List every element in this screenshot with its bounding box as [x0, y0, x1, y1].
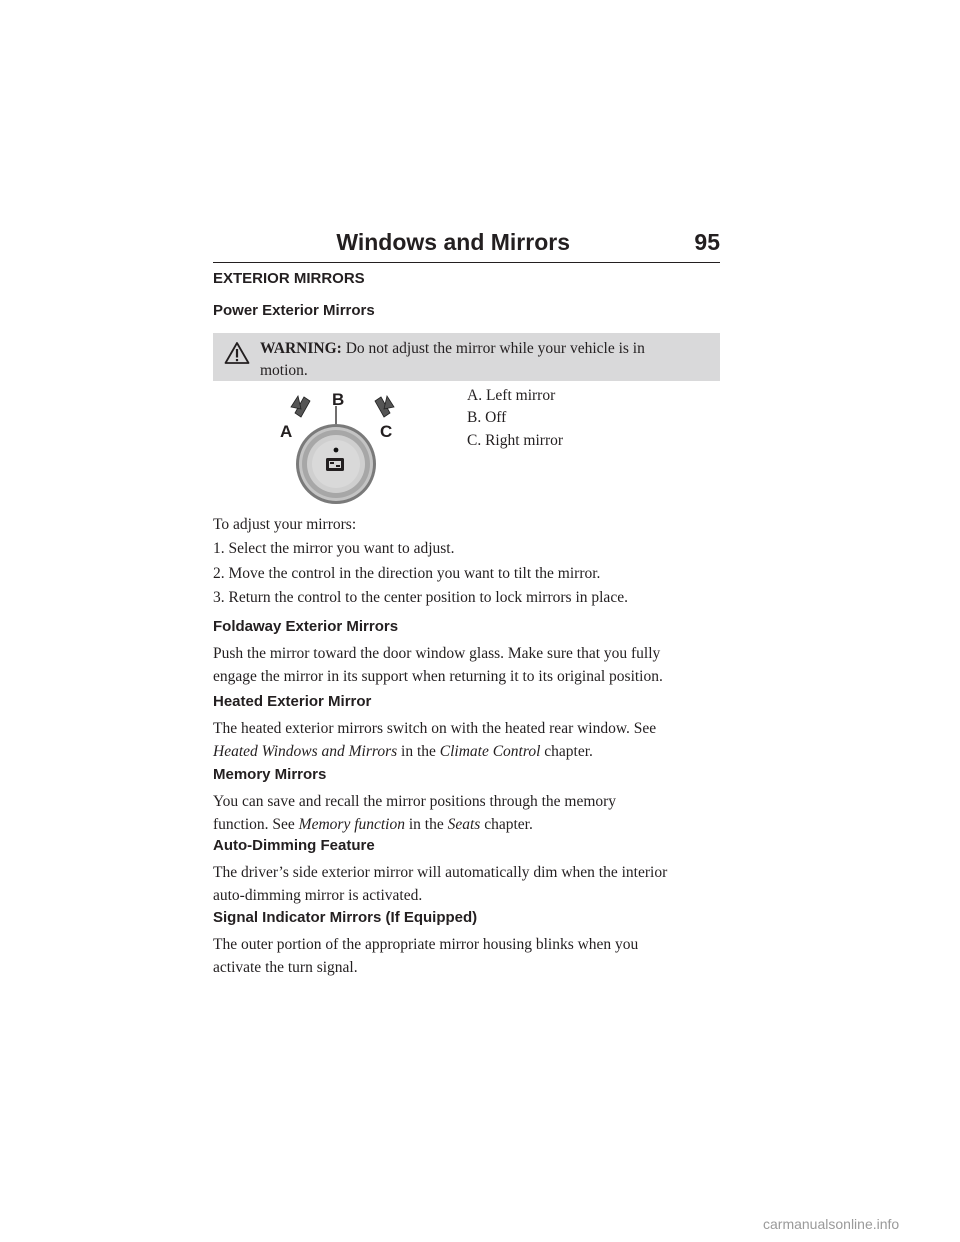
seats-ref: Seats [447, 816, 481, 833]
memory-end-text: chapter. [480, 816, 533, 833]
autodim-line-1: The driver’s side exterior mirror will automatically dim when the interior [213, 864, 668, 881]
section-title: EXTERIOR MIRRORS [213, 270, 365, 287]
figure-label-b: B [332, 390, 345, 409]
autodim-heading: Auto-Dimming Feature [213, 837, 375, 854]
memory-function-ref: Memory function [298, 816, 405, 833]
chapter-title: Windows and Mirrors [336, 229, 570, 255]
memory-mid-text: in the [405, 816, 448, 833]
signal-heading: Signal Indicator Mirrors (If Equipped) [213, 909, 478, 926]
foldaway-heading: Foldaway Exterior Mirrors [213, 618, 399, 635]
heated-heading: Heated Exterior Mirror [213, 693, 372, 710]
legend-item-b: B. Off [467, 409, 507, 426]
left-arrow-icon [291, 396, 310, 417]
signal-line-2: activate the turn signal. [213, 959, 358, 976]
climate-control-ref: Climate Control [439, 743, 541, 760]
step-3: 3. Return the control to the center position to lock mirrors in place. [213, 589, 628, 606]
autodim-line-2: auto-dimming mirror is activated. [213, 887, 423, 904]
heated-windows-ref: Heated Windows and Mirrors [213, 743, 398, 760]
heated-line-1: The heated exterior mirrors switch on with the heated rear window. See [213, 720, 657, 737]
legend-item-a: A. Left mirror [467, 387, 556, 404]
legend-item-c: C. Right mirror [467, 432, 564, 449]
memory-heading: Memory Mirrors [213, 766, 327, 783]
memory-paragraph [213, 790, 733, 836]
figure-label-a: A [280, 422, 293, 441]
signal-paragraph [213, 933, 733, 979]
heated-end-text: chapter. [540, 743, 593, 760]
heated-mid-text: in the [397, 743, 440, 760]
signal-line-1: The outer portion of the appropriate mirror housing blinks when you [213, 936, 639, 953]
page-number: 95 [694, 229, 720, 255]
warning-label: WARNING: [260, 340, 342, 357]
mirror-icon [326, 458, 344, 471]
warning-icon [224, 341, 250, 365]
step-1: 1. Select the mirror you want to adjust. [213, 540, 455, 557]
step-2: 2. Move the control in the direction you want to tilt the mirror. [213, 565, 601, 582]
foldaway-line-1: Push the mirror toward the door window glass. Make sure that you fully [213, 645, 661, 662]
heated-paragraph [213, 717, 733, 763]
warning-text [260, 338, 710, 382]
right-arrow-icon [375, 396, 394, 417]
warning-line-2: motion. [260, 362, 308, 379]
autodim-paragraph [213, 861, 733, 907]
adjust-intro: To adjust your mirrors: [213, 516, 357, 533]
foldaway-paragraph [213, 642, 733, 688]
memory-pre-text: function. See [213, 816, 299, 833]
foldaway-line-2: engage the mirror in its support when returning it to its original position. [213, 668, 663, 685]
warning-line-1: Do not adjust the mirror while your vehicle is in [345, 340, 645, 357]
power-mirrors-heading: Power Exterior Mirrors [213, 302, 375, 319]
page-header [213, 228, 720, 263]
warning-box [213, 333, 720, 381]
mirror-control-knob-figure [280, 386, 405, 506]
memory-line-1: You can save and recall the mirror positions through the memory [213, 793, 617, 810]
watermark: carmanualsonline.info [763, 1216, 900, 1232]
figure-label-c: C [380, 422, 393, 441]
